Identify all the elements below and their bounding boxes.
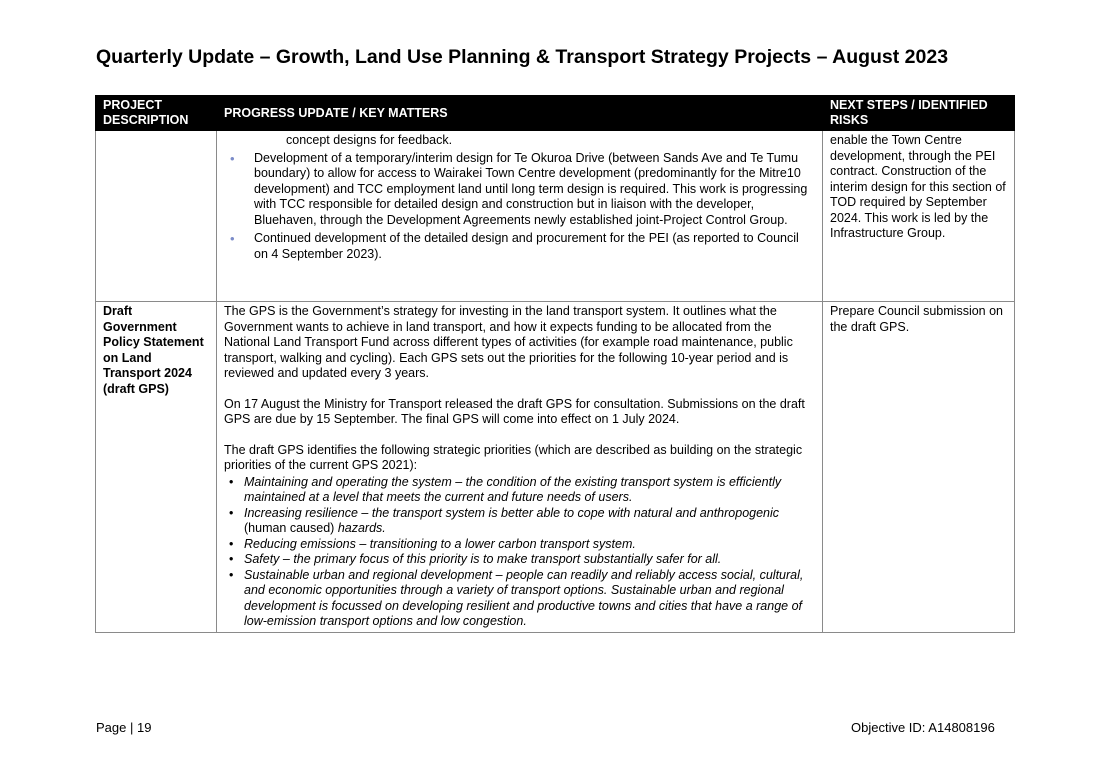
progress-cell	[217, 131, 823, 302]
list-item: • Continued development of the detailed design and procurement for the PEI (as reported to Council on 4 September 2023).	[254, 231, 815, 262]
objective-id: Objective ID: A14808196	[851, 720, 995, 735]
column-header-next-steps: NEXT STEPS / IDENTIFIED RISKS	[823, 96, 1015, 131]
paragraph: On 17 August the Ministry for Transport released the draft GPS for consultation. Submissions on the draft GPS are due by 15 September. The final GPS will come into effect on 1 July 2024.	[224, 396, 805, 426]
page-title: Quarterly Update – Growth, Land Use Planning & Transport Strategy Projects – August 2023	[96, 46, 949, 68]
paragraph: The draft GPS identifies the following strategic priorities (which are described as building on the strategic priorities of the current GPS 2021):	[224, 442, 803, 472]
list-item: • Development of a temporary/interim design for Te Okuroa Drive (between Sands Ave and Te Tumu boundary) to allow for access to Wairakei Town Centre development (predominantly for the Mitre10 development) and TCC employment land until long term design is required. This work is progressing with TCC responsible for detailed design and construction but in liaison with the developer, Bluehaven, through the Development Agreements newly established joint-Project Control Group.	[254, 151, 815, 229]
list-item: • Maintaining and operating the system – the condition of the existing transport system is efficiently maintained at a level that meets the current and future needs of users.	[244, 475, 815, 506]
project-description-cell: Draft Government Policy Statement on Land Transport 2024 (draft GPS)	[96, 302, 217, 633]
resilience-end: hazards.	[337, 521, 386, 535]
list-item: • Safety – the primary focus of this priority is to make transport substantially safer for all.	[244, 552, 815, 568]
next-steps-cell: Prepare Council submission on the draft GPS.	[823, 302, 1015, 633]
resilience-parenthetical: (human caused)	[244, 521, 335, 535]
column-header-project: PROJECT DESCRIPTION	[96, 96, 217, 131]
resilience-text: Increasing resilience – the transport system is better able to cope with natural and anthropogenic	[244, 505, 780, 520]
list-item	[244, 506, 815, 537]
list-item: • Sustainable urban and regional development – people can readily and reliably access social, cultural, and economic opportunities through a variety of transport options. Sustainable urban and regional development is focussed on developing resilient and productive towns and cities that have a range of low-emission transport options and low congestion.	[244, 568, 815, 630]
list-item: • Reducing emissions – transitioning to a lower carbon transport system.	[244, 537, 815, 553]
page-number: Page | 19	[96, 720, 152, 735]
continued-text: concept designs for feedback.	[286, 133, 453, 147]
project-description-cell	[96, 131, 217, 302]
progress-bullet-list	[224, 151, 815, 263]
column-header-progress: PROGRESS UPDATE / KEY MATTERS	[217, 96, 823, 131]
next-steps-cell: enable the Town Centre development, through the PEI contract. Construction of the interim design for this section of TOD required by September 2024. This work is led by the Infrastructure Group.	[823, 131, 1015, 302]
paragraph: The GPS is the Government’s strategy for investing in the land transport system. It outlines what the Government wants to achieve in land transport, and how it expects funding to be allocated from the National Land Transport Fund across different types of activities (for example road maintenance, public transport, walking and cycling). Each GPS sets out the priorities for the following 10-year period and is reviewed and updated every 3 years.	[224, 304, 793, 380]
table-row	[96, 302, 1015, 633]
progress-cell	[217, 302, 823, 633]
priorities-list	[224, 475, 815, 630]
projects-table	[95, 95, 1015, 633]
table-header-row	[96, 96, 1015, 131]
table-row	[96, 131, 1015, 302]
